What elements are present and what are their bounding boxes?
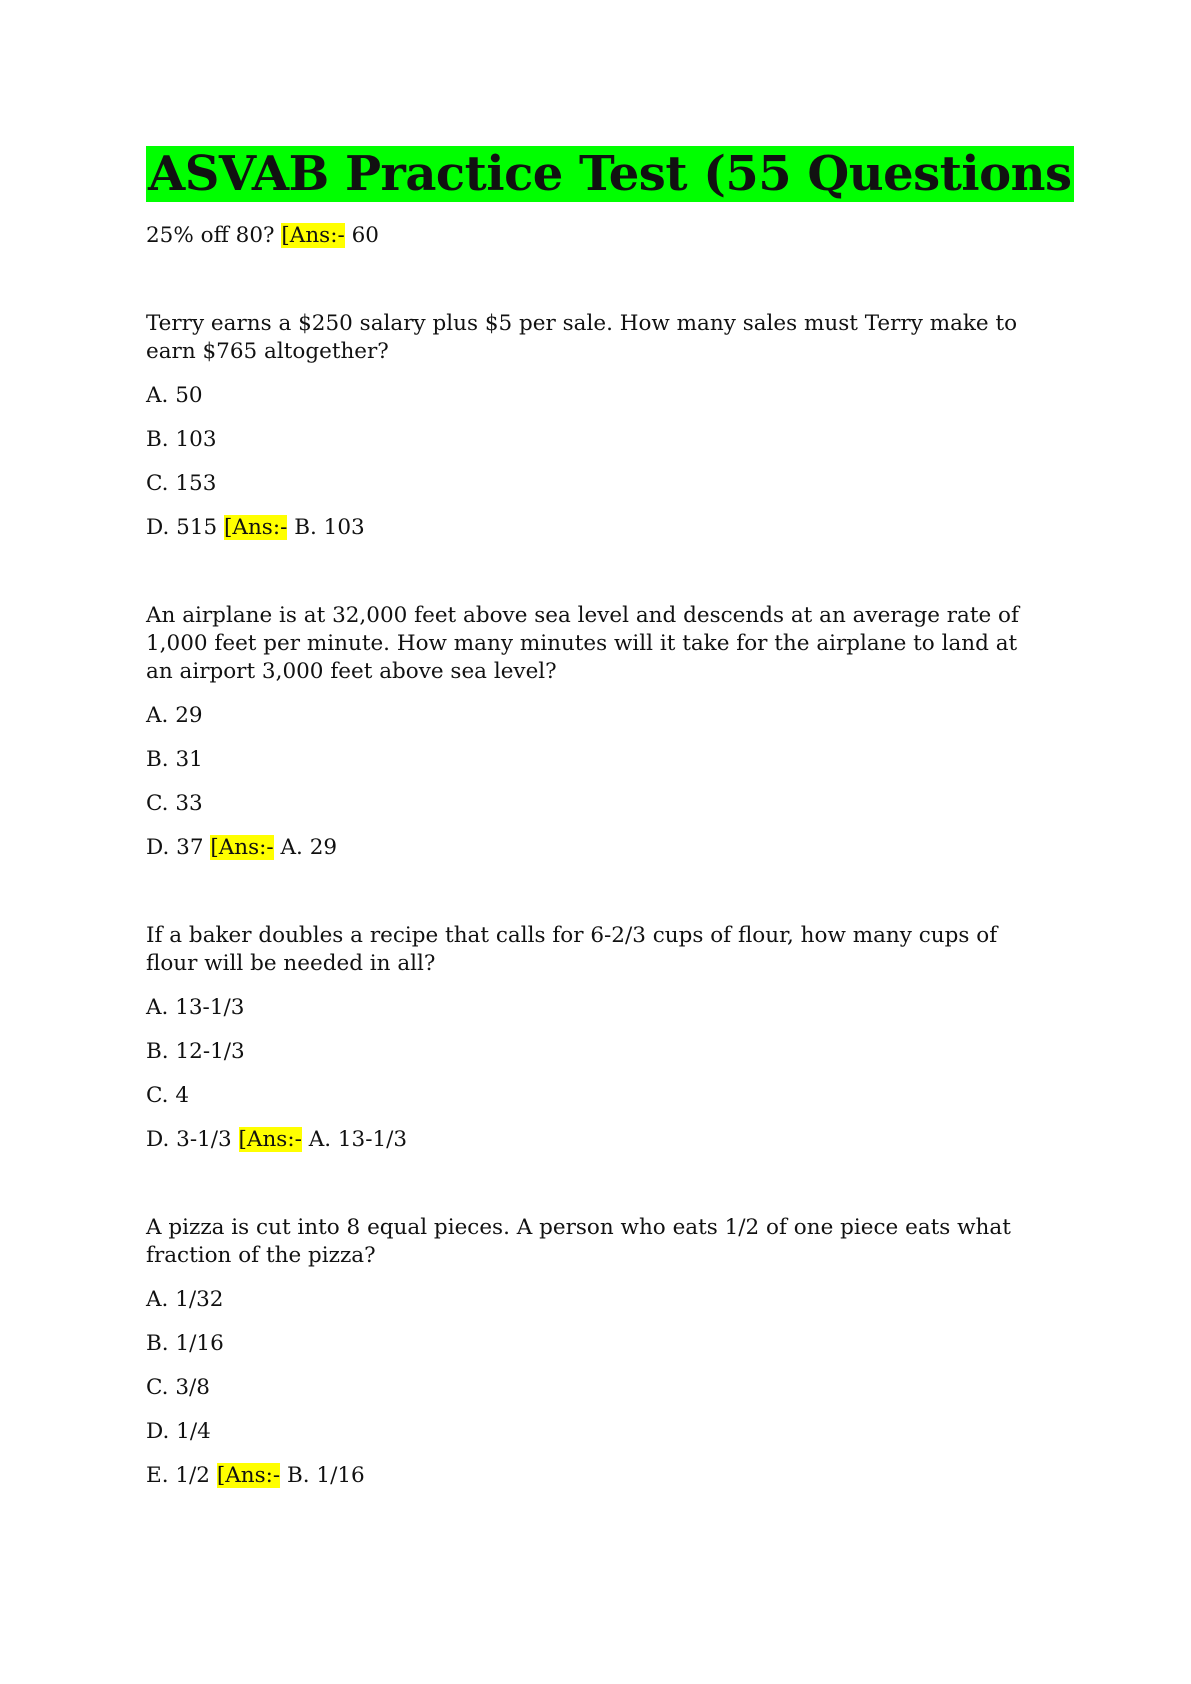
answer-label: [Ans:- (224, 515, 288, 540)
question-5-option-b: B. 1/16 (146, 1331, 224, 1356)
question-3-answer: A. 29 (280, 835, 338, 860)
question-5-answer: B. 1/16 (286, 1463, 365, 1488)
question-2-text: Terry earns a $250 salary plus $5 per sale. How many sales must Terry make to earn $765 altogether? (146, 311, 1018, 364)
question-5-option-e (146, 1462, 1046, 1490)
question-1 (146, 222, 1046, 250)
question-2-answer: B. 103 (294, 515, 365, 540)
question-1-text: 25% off 80? (146, 223, 275, 248)
question-5-text: A pizza is cut into 8 equal pieces. A person who eats 1/2 of one piece eats what fraction of the pizza? (146, 1215, 1011, 1268)
question-2-option-d-text: D. 515 (146, 515, 218, 540)
question-4-option-d (146, 1126, 1046, 1154)
question-2-option-a: A. 50 (146, 383, 203, 408)
question-2-option-d (146, 514, 1046, 542)
question-3-option-a: A. 29 (146, 703, 203, 728)
question-2-option-c: C. 153 (146, 471, 217, 496)
question-4-option-d-text: D. 3-1/3 (146, 1127, 232, 1152)
question-4-option-b: B. 12-1/3 (146, 1039, 245, 1064)
question-3-option-d (146, 834, 1046, 862)
question-5-option-e-text: E. 1/2 (146, 1463, 210, 1488)
answer-label: [Ans:- (238, 1127, 302, 1152)
question-4-answer: A. 13-1/3 (308, 1127, 408, 1152)
question-5-option-d: D. 1/4 (146, 1419, 211, 1444)
question-4-option-a: A. 13-1/3 (146, 995, 245, 1020)
question-2-option-b: B. 103 (146, 427, 217, 452)
document-page (146, 146, 1072, 1490)
question-3-option-d-text: D. 37 (146, 835, 204, 860)
question-3-option-b: B. 31 (146, 747, 203, 772)
page-title: ASVAB Practice Test (55 Questions (148, 146, 1072, 202)
question-5-option-a: A. 1/32 (146, 1287, 224, 1312)
question-1-answer: 60 (351, 223, 379, 248)
answer-label: [Ans:- (216, 1463, 281, 1488)
answer-label: [Ans:- (210, 835, 274, 860)
question-3-text: An airplane is at 32,000 feet above sea level and descends at an average rate of 1,000 feet per minute. How many minutes will it take for the airplane to land at an airport 3,000 feet above sea level? (146, 603, 1019, 684)
question-3-option-c: C. 33 (146, 791, 203, 816)
question-4-option-c: C. 4 (146, 1083, 190, 1108)
question-4-text: If a baker doubles a recipe that calls for 6-2/3 cups of flour, how many cups of flour will be needed in all? (146, 923, 998, 976)
question-5-option-c: C. 3/8 (146, 1375, 210, 1400)
answer-label: [Ans:- (281, 223, 345, 248)
